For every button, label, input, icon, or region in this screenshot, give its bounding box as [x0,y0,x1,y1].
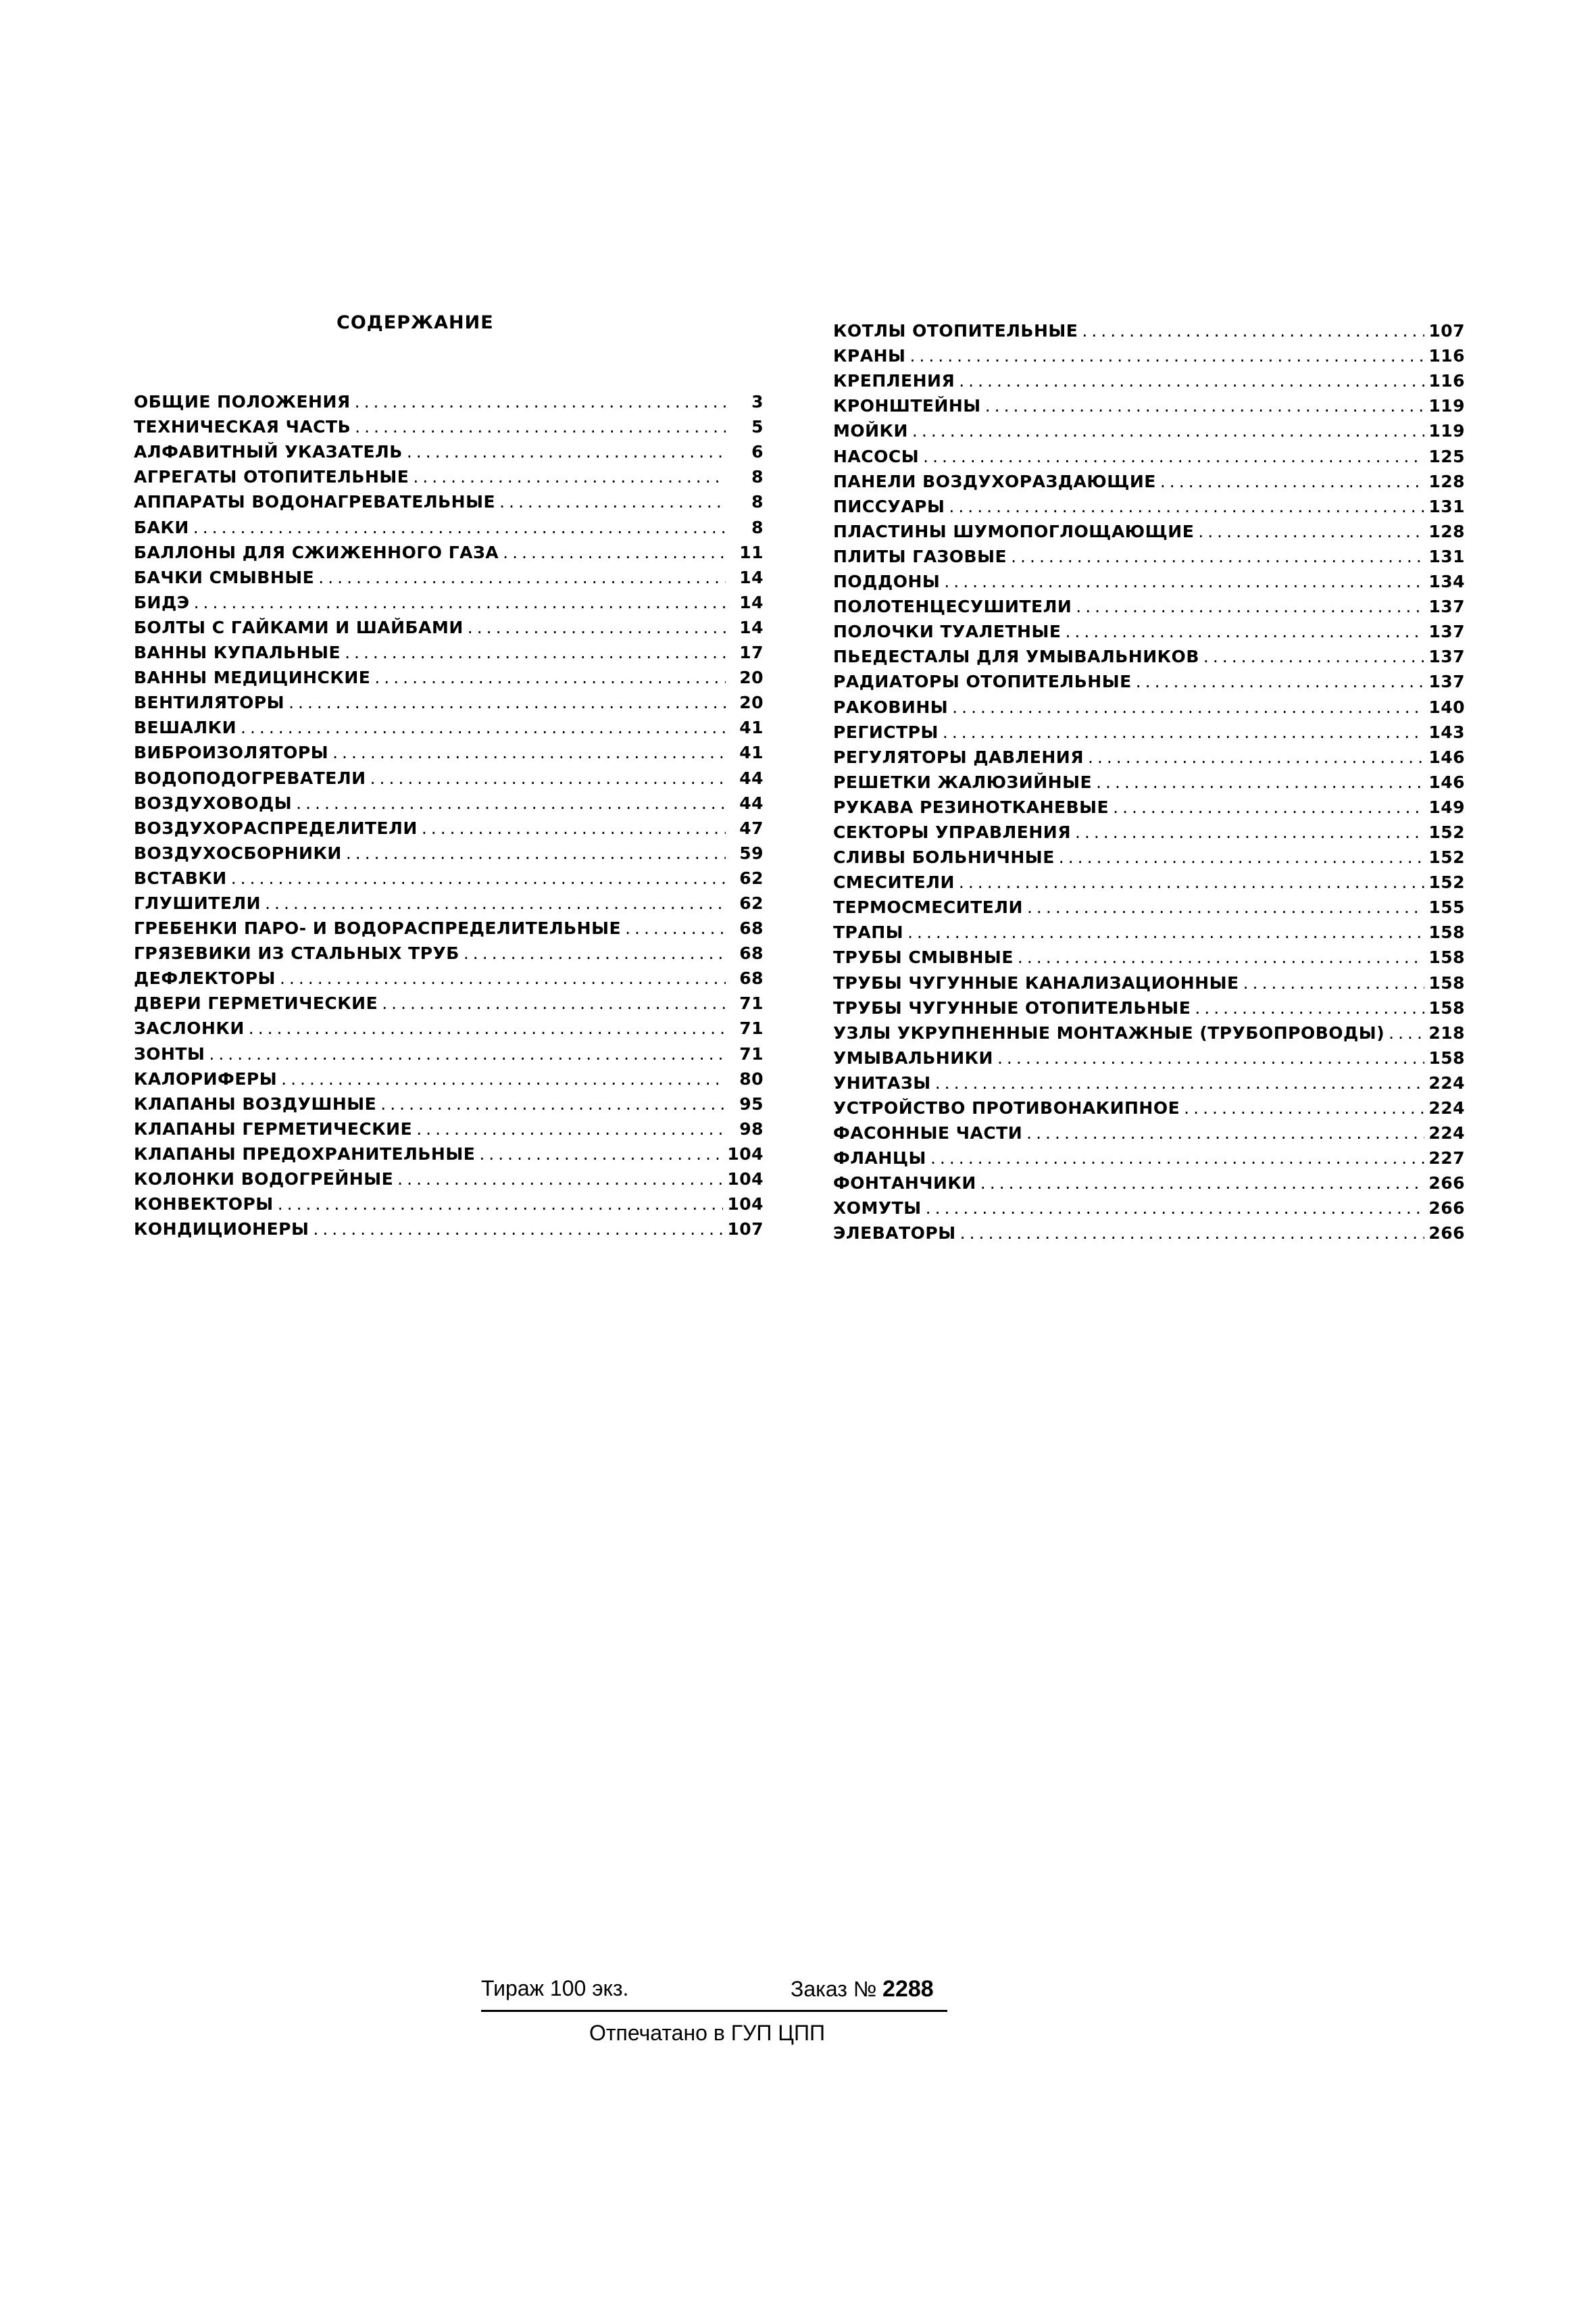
toc-entry-title: ТРУБЫ ЧУГУННЫЕ ОТОПИТЕЛЬНЫЕ [833,998,1191,1018]
toc-leader-dots [281,1069,726,1089]
toc-entry-page: 8 [751,467,764,487]
toc-entry-title: ВАННЫ КУПАЛЬНЫЕ [134,643,341,663]
toc-entry-title: ТРУБЫ СМЫВНЫЕ [833,947,1014,968]
toc-leader-dots [416,1119,726,1139]
toc-entry [833,718,1465,743]
toc-entry-page: 143 [1428,722,1465,742]
toc-leader-dots [997,1048,1424,1068]
toc-entry [134,588,764,613]
toc-entry-title: ТЕХНИЧЕСКАЯ ЧАСТЬ [134,417,351,437]
toc-entry-title: АГРЕГАТЫ ОТОПИТЕЛЬНЫЕ [134,467,409,487]
toc-entry [833,1168,1465,1193]
toc-leader-dots [1027,897,1424,918]
toc-entry [134,1139,764,1164]
toc-leader-dots [949,497,1424,517]
toc-leader-dots [231,868,726,889]
toc-leader-dots [345,643,726,663]
toc-entry [833,617,1465,642]
toc-entry-title: ВЕШАЛКИ [134,718,236,738]
toc-leader-dots [625,918,726,939]
toc-entry-page: 266 [1428,1173,1465,1193]
toc-entry-page: 71 [739,993,764,1014]
toc-leader-dots [1088,747,1424,768]
printer-info: Отпечатано в ГУП ЦПП [589,2021,825,2045]
toc-entry-title: КРЕПЛЕНИЯ [833,371,955,391]
toc-leader-dots [1065,622,1424,642]
toc-entry-title: ПЛАСТИНЫ ШУМОПОГЛОЩАЮЩИЕ [833,521,1195,541]
toc-entry-title: ВИБРОИЗОЛЯТОРЫ [134,743,329,763]
toc-entry-title: ТЕРМОСМЕСИТЕЛИ [833,897,1023,918]
toc-leader-dots [944,572,1424,592]
toc-entry-title: ПАНЕЛИ ВОЗДУХОРАЗДАЮЩИЕ [833,471,1156,491]
toc-entry [833,993,1465,1018]
toc-entry [134,1189,764,1214]
toc-entry-title: ПЛИТЫ ГАЗОВЫЕ [833,546,1007,566]
toc-leader-dots [960,1223,1425,1244]
toc-entry-title: УНИТАЗЫ [833,1073,931,1093]
toc-entry-title: РУКАВА РЕЗИНОТКАНЕВЫЕ [833,797,1109,817]
toc-leader-dots [923,447,1424,467]
toc-leader-dots [422,818,726,839]
toc-leader-dots [912,421,1424,441]
toc-entry [833,1043,1465,1068]
toc-leader-dots [1026,1123,1424,1143]
toc-entry-page: 137 [1428,647,1465,667]
toc-leader-dots [370,768,726,789]
toc-entry-page: 128 [1428,521,1465,541]
toc-entry-page: 137 [1428,597,1465,617]
toc-entry [833,1143,1465,1168]
toc-entry-page: 41 [739,743,764,763]
toc-leader-dots [1018,947,1424,968]
order-info [791,1976,934,2002]
toc-leader-dots [959,872,1424,893]
toc-leader-dots [332,743,726,763]
toc-leader-dots [318,568,726,588]
toc-leader-dots [1113,797,1424,818]
toc-leader-dots [1243,973,1425,993]
toc-entry-title: ФЛАНЦЫ [833,1148,926,1168]
toc-entry [833,793,1465,818]
toc-leader-dots [1075,822,1424,843]
toc-entry [833,1193,1465,1218]
toc-leader-dots [464,943,726,964]
toc-entry-page: 68 [739,918,764,939]
toc-entry-page: 104 [727,1169,764,1189]
toc-right-column [833,316,1465,1244]
toc-entry-title: ФОНТАНЧИКИ [833,1173,976,1193]
toc-leader-dots [479,1144,723,1164]
toc-entry-title: КРАНЫ [833,346,906,366]
toc-entry [833,366,1465,391]
toc-entry [134,814,764,839]
toc-entry-title: ПИССУАРЫ [833,496,945,516]
toc-leader-dots [397,1169,723,1189]
toc-leader-dots [907,922,1424,943]
toc-entry [134,437,764,462]
toc-entry-title: ПОЛОТЕНЦЕСУШИТЕЛИ [833,597,1072,617]
toc-leader-dots [193,518,726,538]
toc-entry-page: 104 [727,1194,764,1214]
toc-entry [833,416,1465,441]
toc-entry-title: ЗОНТЫ [134,1043,205,1064]
toc-entry-page: 266 [1428,1198,1465,1218]
toc-entry-page: 116 [1428,371,1465,391]
toc-entry [134,538,764,563]
toc-entry [833,517,1465,542]
toc-entry-page: 152 [1428,847,1465,868]
toc-entry-title: ВОЗДУХОСБОРНИКИ [134,843,342,863]
toc-entry-page: 68 [739,968,764,989]
toc-entry-title: КЛАПАНЫ ПРЕДОХРАНИТЕЛЬНЫЕ [134,1143,476,1164]
toc-entry-title: УМЫВАЛЬНИКИ [833,1048,993,1068]
toc-entry-title: РЕГИСТРЫ [833,722,939,742]
toc-leader-dots [1059,847,1425,868]
toc-entry [134,839,764,864]
toc-entry-title: УСТРОЙСТВО ПРОТИВОНАКИПНОЕ [833,1098,1180,1118]
toc-entry [134,914,764,939]
toc-entry-page: 119 [1428,421,1465,441]
toc-entry [833,1218,1465,1244]
toc-entry-title: ГРЕБЕНКИ ПАРО- И ВОДОРАСПРЕДЕЛИТЕЛЬНЫЕ [134,918,622,939]
toc-entry-page: 17 [739,643,764,663]
toc-entry-page: 107 [1428,321,1465,341]
toc-entry-page: 8 [751,492,764,512]
toc-entry-page: 44 [739,793,764,813]
toc-entry-title: ДЕФЛЕКТОРЫ [134,968,276,989]
toc-entry-page: 158 [1428,1048,1465,1068]
toc-entry-page: 149 [1428,797,1465,817]
toc-entry [134,939,764,964]
toc-entry-page: 227 [1428,1148,1465,1168]
toc-entry [833,968,1465,993]
toc-leader-dots [265,893,726,914]
toc-entry-title: КОНВЕКТОРЫ [134,1194,274,1214]
toc-entry-title: ВОЗДУХОРАСПРЕДЕЛИТЕЛИ [134,818,418,838]
page-title: СОДЕРЖАНИЕ [336,312,494,333]
toc-entry [134,663,764,688]
toc-entry [833,1118,1465,1143]
toc-leader-dots [1011,547,1424,567]
toc-entry-title: РАДИАТОРЫ ОТОПИТЕЛЬНЫЕ [833,672,1132,692]
toc-entry-title: КЛАПАНЫ ВОЗДУШНЫЕ [134,1093,377,1114]
toc-leader-dots [935,1073,1425,1093]
toc-leader-dots [909,346,1424,366]
toc-entry [134,763,764,788]
toc-entry-title: БАКИ [134,517,189,537]
toc-entry-title: ТРУБЫ ЧУГУННЫЕ КАНАЛИЗАЦИОННЫЕ [833,973,1239,993]
toc-leader-dots [1136,672,1425,692]
toc-entry-page: 8 [751,517,764,537]
toc-entry-title: УЗЛЫ УКРУПНЕННЫЕ МОНТАЖНЫЕ (ТРУБОПРОВОДЫ) [833,1023,1385,1043]
toc-entry [833,1018,1465,1043]
toc-entry [134,688,764,713]
toc-entry-page: 137 [1428,672,1465,692]
toc-entry-title: РЕШЕТКИ ЖАЛЮЗИЙНЫЕ [833,772,1093,792]
toc-leader-dots [468,618,726,638]
toc-entry [833,592,1465,617]
toc-entry-page: 266 [1428,1223,1465,1244]
toc-entry [134,864,764,889]
toc-entry [833,918,1465,943]
toc-entry-title: ВОДОПОДОГРЕВАТЕЛИ [134,768,366,788]
toc-entry-page: 3 [751,392,764,412]
toc-entry [833,441,1465,466]
toc-entry-page: 11 [739,542,764,562]
toc-entry-page: 14 [739,592,764,612]
toc-entry-title: ДВЕРИ ГЕРМЕТИЧЕСКИЕ [134,993,378,1014]
toc-entry [134,889,764,914]
toc-entry [134,1064,764,1089]
toc-entry-page: 137 [1428,622,1465,642]
toc-entry-page: 41 [739,718,764,738]
toc-entry [833,667,1465,692]
toc-entry-title: БАЧКИ СМЫВНЫЕ [134,567,315,587]
toc-entry [134,1164,764,1189]
toc-leader-dots [280,968,726,989]
toc-entry-page: 20 [739,668,764,688]
toc-entry [833,467,1465,492]
toc-leader-dots [503,543,726,563]
toc-leader-dots [346,843,726,864]
toc-entry-page: 71 [739,1043,764,1064]
toc-leader-dots [1076,597,1424,617]
toc-entry-title: ВАННЫ МЕДИЦИНСКИЕ [134,668,371,688]
toc-entry [134,412,764,437]
toc-entry-page: 80 [739,1068,764,1089]
toc-entry-page: 71 [739,1018,764,1039]
toc-entry-title: ХОМУТЫ [833,1198,922,1218]
toc-entry-page: 6 [751,442,764,462]
toc-entry [833,743,1465,768]
toc-entry-title: СЛИВЫ БОЛЬНИЧНЫЕ [833,847,1055,868]
toc-entry [134,1014,764,1039]
toc-entry-page: 224 [1428,1098,1465,1118]
toc-entry [134,638,764,663]
toc-entry [134,462,764,487]
toc-entry [134,713,764,738]
toc-entry-title: ВСТАВКИ [134,868,227,888]
toc-leader-dots [959,371,1424,391]
toc-entry [833,542,1465,567]
toc-entry-title: АЛФАВИТНЫЙ УКАЗАТЕЛЬ [134,442,403,462]
toc-entry-title: БИДЭ [134,592,190,612]
toc-entry-title: ГЛУШИТЕЛИ [134,893,261,913]
toc-entry [134,1114,764,1139]
toc-entry-page: 158 [1428,998,1465,1018]
toc-leader-dots [980,1173,1425,1193]
toc-entry-page: 98 [739,1118,764,1139]
toc-leader-dots [943,722,1424,743]
order-label: Заказ № [791,1977,877,2001]
toc-entry-title: НАСОСЫ [833,446,920,466]
toc-entry [833,843,1465,868]
toc-leader-dots [289,693,726,713]
toc-entry [134,964,764,989]
toc-leader-dots [1198,522,1424,542]
toc-entry [833,341,1465,366]
toc-entry [833,818,1465,843]
toc-entry [833,642,1465,667]
toc-entry-page: 107 [727,1219,764,1239]
toc-entry-title: БАЛЛОНЫ ДЛЯ СЖИЖЕННОГО ГАЗА [134,542,499,562]
toc-entry [833,692,1465,717]
toc-entry-page: 131 [1428,546,1465,566]
toc-leader-dots [355,392,726,412]
toc-entry-page: 155 [1428,897,1465,918]
toc-entry [134,1039,764,1064]
toc-leader-dots [313,1219,723,1239]
toc-entry-page: 14 [739,617,764,637]
toc-leader-dots [1203,647,1424,667]
toc-entry-page: 218 [1428,1023,1465,1043]
toc-leader-dots [952,697,1424,718]
toc-leader-dots [1082,321,1424,341]
toc-entry-page: 59 [739,843,764,863]
toc-entry-page: 158 [1428,947,1465,968]
toc-entry-title: ВОЗДУХОВОДЫ [134,793,293,813]
toc-entry [833,868,1465,893]
toc-entry-page: 128 [1428,471,1465,491]
toc-leader-dots [209,1044,726,1064]
toc-entry [134,387,764,412]
toc-entry [134,487,764,512]
toc-entry-page: 152 [1428,822,1465,842]
toc-entry-page: 47 [739,818,764,838]
toc-entry-page: 125 [1428,446,1465,466]
toc-entry-title: КОНДИЦИОНЕРЫ [134,1219,309,1239]
imprint-divider [481,2010,947,2012]
toc-leader-dots [985,396,1425,416]
toc-entry-page: 158 [1428,922,1465,943]
toc-entry-title: СМЕСИТЕЛИ [833,872,955,893]
toc-entry-page: 134 [1428,572,1465,592]
toc-leader-dots [249,1018,726,1039]
toc-entry-title: КОЛОНКИ ВОДОГРЕЙНЫЕ [134,1169,394,1189]
order-number: 2288 [882,1976,934,2002]
toc-entry [833,492,1465,517]
toc-entry-title: РАКОВИНЫ [833,697,949,717]
toc-entry [833,943,1465,968]
toc-entry [134,1214,764,1239]
toc-entry-title: ВЕНТИЛЯТОРЫ [134,693,285,713]
toc-entry [833,316,1465,341]
toc-entry [134,613,764,638]
toc-left-column [134,387,764,1239]
toc-entry [134,738,764,763]
toc-entry-title: ПОЛОЧКИ ТУАЛЕТНЫЕ [833,622,1062,642]
toc-entry [833,1068,1465,1093]
toc-entry [833,391,1465,416]
toc-entry [134,563,764,588]
toc-leader-dots [1195,998,1424,1018]
toc-leader-dots [355,417,726,437]
toc-entry [833,768,1465,793]
toc-leader-dots [1184,1098,1424,1118]
toc-entry-page: 44 [739,768,764,788]
toc-leader-dots [1389,1023,1424,1043]
toc-entry-page: 95 [739,1093,764,1114]
toc-entry-page: 146 [1428,747,1465,767]
toc-entry-page: 224 [1428,1073,1465,1093]
toc-entry-title: КОТЛЫ ОТОПИТЕЛЬНЫЕ [833,321,1078,341]
toc-entry [833,567,1465,592]
toc-leader-dots [1160,472,1424,492]
toc-entry-title: ЗАСЛОНКИ [134,1018,245,1039]
toc-leader-dots [194,593,726,613]
toc-entry-title: ГРЯЗЕВИКИ ИЗ СТАЛЬНЫХ ТРУБ [134,943,459,964]
toc-leader-dots [296,793,726,814]
toc-leader-dots [380,1094,726,1114]
toc-leader-dots [499,492,726,512]
toc-leader-dots [241,718,726,738]
toc-leader-dots [407,442,726,462]
toc-entry [134,1089,764,1114]
toc-entry-title: ЭЛЕВАТОРЫ [833,1223,956,1244]
toc-leader-dots [413,467,726,487]
toc-entry-title: МОЙКИ [833,421,908,441]
toc-leader-dots [278,1194,724,1214]
toc-entry [833,1093,1465,1118]
toc-entry-title: КЛАПАНЫ ГЕРМЕТИЧЕСКИЕ [134,1118,413,1139]
toc-leader-dots [930,1148,1424,1168]
toc-entry-title: ТРАПЫ [833,922,904,943]
toc-entry-title: АППАРАТЫ ВОДОНАГРЕВАТЕЛЬНЫЕ [134,492,496,512]
toc-entry-page: 146 [1428,772,1465,792]
toc-entry-page: 116 [1428,346,1465,366]
toc-entry-page: 5 [751,417,764,437]
toc-entry-title: КАЛОРИФЕРЫ [134,1068,278,1089]
toc-leader-dots [374,668,726,688]
toc-entry-title: СЕКТОРЫ УПРАВЛЕНИЯ [833,822,1071,842]
toc-leader-dots [1096,772,1424,793]
toc-entry-page: 62 [739,893,764,913]
toc-entry-page: 158 [1428,973,1465,993]
toc-entry-title: ОБЩИЕ ПОЛОЖЕНИЯ [134,392,351,412]
print-run: Тираж 100 экз. [481,1976,629,2000]
toc-entry-page: 119 [1428,396,1465,416]
toc-entry-page: 62 [739,868,764,888]
toc-entry-title: КРОНШТЕЙНЫ [833,396,981,416]
toc-entry-title: ПЬЕДЕСТАЛЫ ДЛЯ УМЫВАЛЬНИКОВ [833,647,1199,667]
toc-entry [134,512,764,537]
toc-entry [134,989,764,1014]
toc-entry-page: 14 [739,567,764,587]
toc-entry-page: 224 [1428,1123,1465,1143]
toc-entry-page: 152 [1428,872,1465,893]
toc-entry-page: 68 [739,943,764,964]
toc-entry-page: 20 [739,693,764,713]
toc-leader-dots [926,1198,1425,1218]
toc-leader-dots [382,993,726,1014]
toc-entry-title: ФАСОННЫЕ ЧАСТИ [833,1123,1023,1143]
toc-entry [134,789,764,814]
toc-entry-title: РЕГУЛЯТОРЫ ДАВЛЕНИЯ [833,747,1084,767]
toc-entry [833,893,1465,918]
toc-entry-page: 140 [1428,697,1465,717]
toc-entry-page: 131 [1428,496,1465,516]
toc-entry-page: 104 [727,1143,764,1164]
toc-entry-title: БОЛТЫ С ГАЙКАМИ И ШАЙБАМИ [134,617,464,637]
toc-entry-title: ПОДДОНЫ [833,572,941,592]
